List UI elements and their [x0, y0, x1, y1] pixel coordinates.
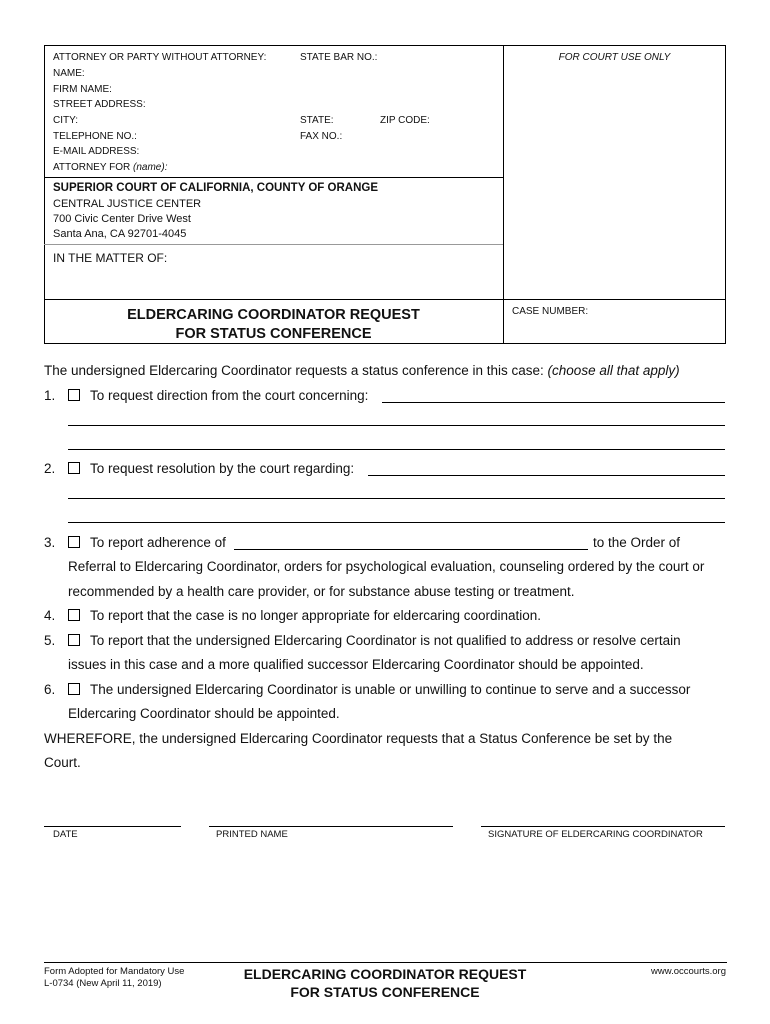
item-6-number: 6. [44, 682, 56, 697]
attorney-for-label: ATTORNEY FOR (name): [53, 162, 168, 173]
caption-rule [44, 299, 726, 300]
signature-label: SIGNATURE OF ELDERCARING COORDINATOR [488, 829, 703, 840]
item-3-continuation: Referral to Eldercaring Coordinator, orders for psychological evaluation, counseling ordered by the court or [68, 559, 705, 574]
item-6-text: The undersigned Eldercaring Coordinator is unable or unwilling to continue to serve and a successor [90, 682, 691, 697]
city-label: CITY: [53, 115, 79, 126]
item-4-checkbox[interactable] [68, 609, 80, 621]
item-2-checkbox[interactable] [68, 462, 80, 474]
item-5-number: 5. [44, 633, 56, 648]
printed-name-label: PRINTED NAME [216, 829, 288, 840]
date-label: DATE [53, 829, 78, 840]
item-6-checkbox[interactable] [68, 683, 80, 695]
caption-rule [44, 177, 503, 178]
case-number-label: CASE NUMBER: [512, 306, 589, 317]
item-3-fill-line[interactable] [234, 549, 588, 550]
phone-label: TELEPHONE NO.: [53, 131, 137, 142]
footer-form-id: L-0734 (New April 11, 2019) [44, 978, 162, 989]
item-3-suffix: to the Order of [593, 535, 681, 550]
name-label: NAME: [53, 68, 85, 79]
item-6-continuation: Eldercaring Coordinator should be appointed. [68, 706, 340, 721]
court-city: Santa Ana, CA 92701-4045 [53, 228, 187, 240]
item-3-number: 3. [44, 535, 56, 550]
footer-adopted: Form Adopted for Mandatory Use [44, 966, 185, 977]
state-bar-label: STATE BAR NO.: [300, 52, 378, 63]
item-4-number: 4. [44, 608, 56, 623]
item-3-checkbox[interactable] [68, 536, 80, 548]
wherefore-text: Court. [44, 755, 81, 770]
printed-name-line[interactable] [209, 826, 453, 827]
street-label: STREET ADDRESS: [53, 99, 146, 110]
zip-label: ZIP CODE: [380, 115, 430, 126]
email-label: E-MAIL ADDRESS: [53, 146, 140, 157]
item-2-fill-line[interactable] [68, 522, 725, 523]
footer-title: ELDERCARING COORDINATOR REQUEST FOR STATUS CONFERENCE [243, 966, 527, 1000]
wherefore-text: WHEREFORE, the undersigned Eldercaring Coordinator requests that a Status Conference be set by the [44, 731, 673, 746]
item-3-text: To report adherence of [90, 535, 226, 550]
item-1-fill-line[interactable] [68, 449, 725, 450]
footer-website: www.occourts.org [651, 966, 726, 977]
intro-text: The undersigned Eldercaring Coordinator requests a status conference in this case: (choose all that apply) [44, 363, 680, 378]
fax-label: FAX NO.: [300, 131, 343, 142]
court-center: CENTRAL JUSTICE CENTER [53, 198, 202, 210]
court-street: 700 Civic Center Drive West [53, 213, 191, 225]
state-label: STATE: [300, 115, 334, 126]
item-1-fill-line[interactable] [68, 425, 725, 426]
item-4-text: To report that the case is no longer appropriate for eldercaring coordination. [90, 608, 542, 623]
item-2-text: To request resolution by the court regarding: [90, 461, 355, 476]
firm-label: FIRM NAME: [53, 84, 112, 95]
signature-line[interactable] [481, 826, 725, 827]
item-5-text: To report that the undersigned Eldercaring Coordinator is not qualified to address or resolve certain [90, 633, 681, 648]
item-2-fill-line[interactable] [68, 498, 725, 499]
court-use-label: FOR COURT USE ONLY [558, 52, 671, 63]
item-5-checkbox[interactable] [68, 634, 80, 646]
item-2-number: 2. [44, 461, 56, 476]
caption-rule [44, 244, 503, 245]
item-2-fill-line[interactable] [368, 475, 725, 476]
court-name: SUPERIOR COURT OF CALIFORNIA, COUNTY OF ORANGE [53, 182, 378, 194]
item-1-fill-line[interactable] [382, 402, 725, 403]
item-1-checkbox[interactable] [68, 389, 80, 401]
date-line[interactable] [44, 826, 181, 827]
matter-label: IN THE MATTER OF: [53, 251, 168, 265]
footer-rule [44, 962, 727, 963]
item-3-continuation: recommended by a health care provider, or for substance abuse testing or treatment. [68, 584, 575, 599]
item-1-text: To request direction from the court concerning: [90, 388, 369, 403]
attorney-label: ATTORNEY OR PARTY WITHOUT ATTORNEY: [53, 52, 267, 63]
form-title: ELDERCARING COORDINATOR REQUEST FOR STATUS CONFERENCE [127, 307, 420, 342]
item-5-continuation: issues in this case and a more qualified successor Eldercaring Coordinator should be appointed. [68, 657, 644, 672]
item-1-number: 1. [44, 388, 56, 403]
